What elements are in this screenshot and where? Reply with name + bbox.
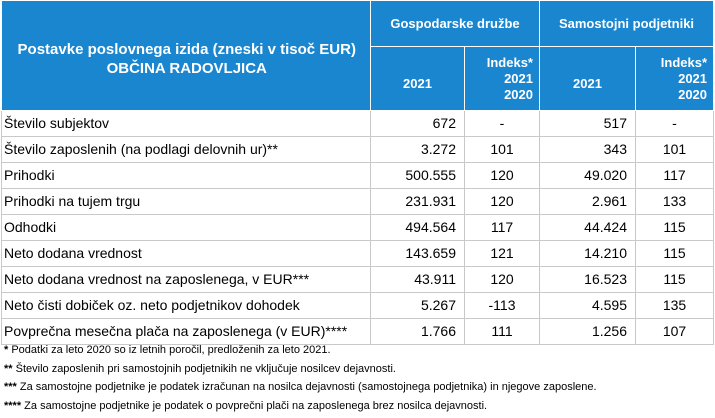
footnote-text: Število zaposlenih pri samostojnih podjetnikih ne vključuje nosilcev dejavnosti. bbox=[12, 362, 396, 375]
table-row bbox=[2, 163, 714, 189]
table-title bbox=[2, 1, 371, 111]
footnote-text: Podatki za leto 2020 so iz letnih poročil, predloženih za leto 2021. bbox=[8, 344, 331, 356]
footnote-mark: **** bbox=[4, 399, 22, 412]
cell-gd-index: 120 bbox=[465, 267, 540, 293]
row-label: Število subjektov bbox=[2, 111, 371, 137]
cell-gd-2021: 672 bbox=[371, 111, 465, 137]
footnote-mark: ** bbox=[4, 362, 13, 375]
cell-sp-index: 117 bbox=[636, 163, 714, 189]
footnote-text: Za samostojne podjetnike je podatek o povprečni plači na zaposlenega brez nosilca dejavnosti. bbox=[21, 399, 488, 412]
title-line-2: OBČINA RADOVLJICA bbox=[106, 59, 267, 77]
cell-sp-2021: 517 bbox=[540, 111, 636, 137]
index-label: Indeks* bbox=[486, 54, 533, 70]
cell-sp-2021: 44.424 bbox=[540, 215, 636, 241]
cell-sp-index: 135 bbox=[636, 293, 714, 319]
table-row bbox=[2, 267, 714, 293]
cell-sp-2021: 49.020 bbox=[540, 163, 636, 189]
row-label: Prihodki na tujem trgu bbox=[2, 189, 371, 215]
footnote-text: Za samostojne podjetnike je podatek izračunan na nosilca dejavnosti (samostojnega podjetnika) in njegove zaposlene. bbox=[16, 381, 597, 393]
group-header-companies: Gospodarske družbe bbox=[371, 1, 540, 47]
index-year-base: 2020 bbox=[504, 86, 533, 102]
cell-gd-index: 101 bbox=[465, 137, 540, 163]
cell-gd-index: 117 bbox=[465, 215, 540, 241]
table-header bbox=[2, 1, 714, 111]
col-header-gd-year: 2021 bbox=[371, 47, 465, 111]
index-label: Indeks* bbox=[660, 54, 708, 70]
cell-sp-index: 115 bbox=[636, 241, 714, 267]
col-header-gd-index bbox=[465, 47, 540, 111]
cell-sp-index: 133 bbox=[636, 189, 714, 215]
cell-gd-2021: 1.766 bbox=[371, 319, 465, 345]
table-row bbox=[2, 241, 714, 267]
cell-sp-2021: 2.961 bbox=[540, 189, 636, 215]
footnote bbox=[4, 378, 712, 397]
footnotes bbox=[4, 341, 712, 415]
footnote bbox=[4, 360, 712, 379]
row-label: Prihodki bbox=[2, 163, 371, 189]
cell-gd-index: 121 bbox=[465, 241, 540, 267]
cell-gd-2021: 3.272 bbox=[371, 137, 465, 163]
footnote-mark: * bbox=[4, 344, 9, 356]
row-label: Odhodki bbox=[2, 215, 371, 241]
index-year-current: 2021 bbox=[504, 70, 533, 86]
group-header-entrepreneurs: Samostojni podjetniki bbox=[540, 1, 714, 47]
col-header-sp-year: 2021 bbox=[540, 47, 636, 111]
cell-sp-2021: 343 bbox=[540, 137, 636, 163]
cell-sp-2021: 1.256 bbox=[540, 319, 636, 345]
col-header-sp-index bbox=[636, 47, 714, 111]
index-year-base: 2020 bbox=[678, 86, 708, 102]
footnote-mark: *** bbox=[4, 381, 17, 393]
index-year-current: 2021 bbox=[678, 70, 708, 86]
title-line-1: Postavke poslovnega izida (zneski v tisoč EUR) bbox=[17, 40, 356, 58]
cell-gd-2021: 500.555 bbox=[371, 163, 465, 189]
cell-gd-index: - bbox=[465, 111, 540, 137]
financial-results-table bbox=[1, 1, 714, 345]
cell-gd-index: 120 bbox=[465, 189, 540, 215]
cell-gd-index: 111 bbox=[465, 319, 540, 345]
cell-gd-2021: 143.659 bbox=[371, 241, 465, 267]
cell-gd-2021: 231.931 bbox=[371, 189, 465, 215]
cell-gd-2021: 43.911 bbox=[371, 267, 465, 293]
table-row bbox=[2, 215, 714, 241]
footnote bbox=[4, 397, 712, 416]
cell-sp-2021: 14.210 bbox=[540, 241, 636, 267]
cell-gd-2021: 5.267 bbox=[371, 293, 465, 319]
cell-sp-index: 107 bbox=[636, 319, 714, 345]
row-label: Neto čisti dobiček oz. neto podjetnikov dohodek bbox=[2, 293, 371, 319]
cell-sp-2021: 16.523 bbox=[540, 267, 636, 293]
cell-gd-2021: 494.564 bbox=[371, 215, 465, 241]
cell-sp-index: 115 bbox=[636, 267, 714, 293]
row-label: Neto dodana vrednost na zaposlenega, v EUR*** bbox=[2, 267, 371, 293]
table-row bbox=[2, 293, 714, 319]
cell-gd-index: -113 bbox=[465, 293, 540, 319]
cell-sp-2021: 4.595 bbox=[540, 293, 636, 319]
cell-sp-index: 115 bbox=[636, 215, 714, 241]
table-row bbox=[2, 189, 714, 215]
table-body bbox=[2, 111, 714, 345]
table-row bbox=[2, 137, 714, 163]
cell-sp-index: 101 bbox=[636, 137, 714, 163]
table-row bbox=[2, 111, 714, 137]
row-label: Neto dodana vrednost bbox=[2, 241, 371, 267]
footnote bbox=[4, 341, 712, 360]
cell-gd-index: 120 bbox=[465, 163, 540, 189]
row-label: Število zaposlenih (na podlagi delovnih ur)** bbox=[2, 137, 371, 163]
row-label: Povprečna mesečna plača na zaposlenega (v EUR)**** bbox=[2, 319, 371, 345]
cell-sp-index: - bbox=[636, 111, 714, 137]
